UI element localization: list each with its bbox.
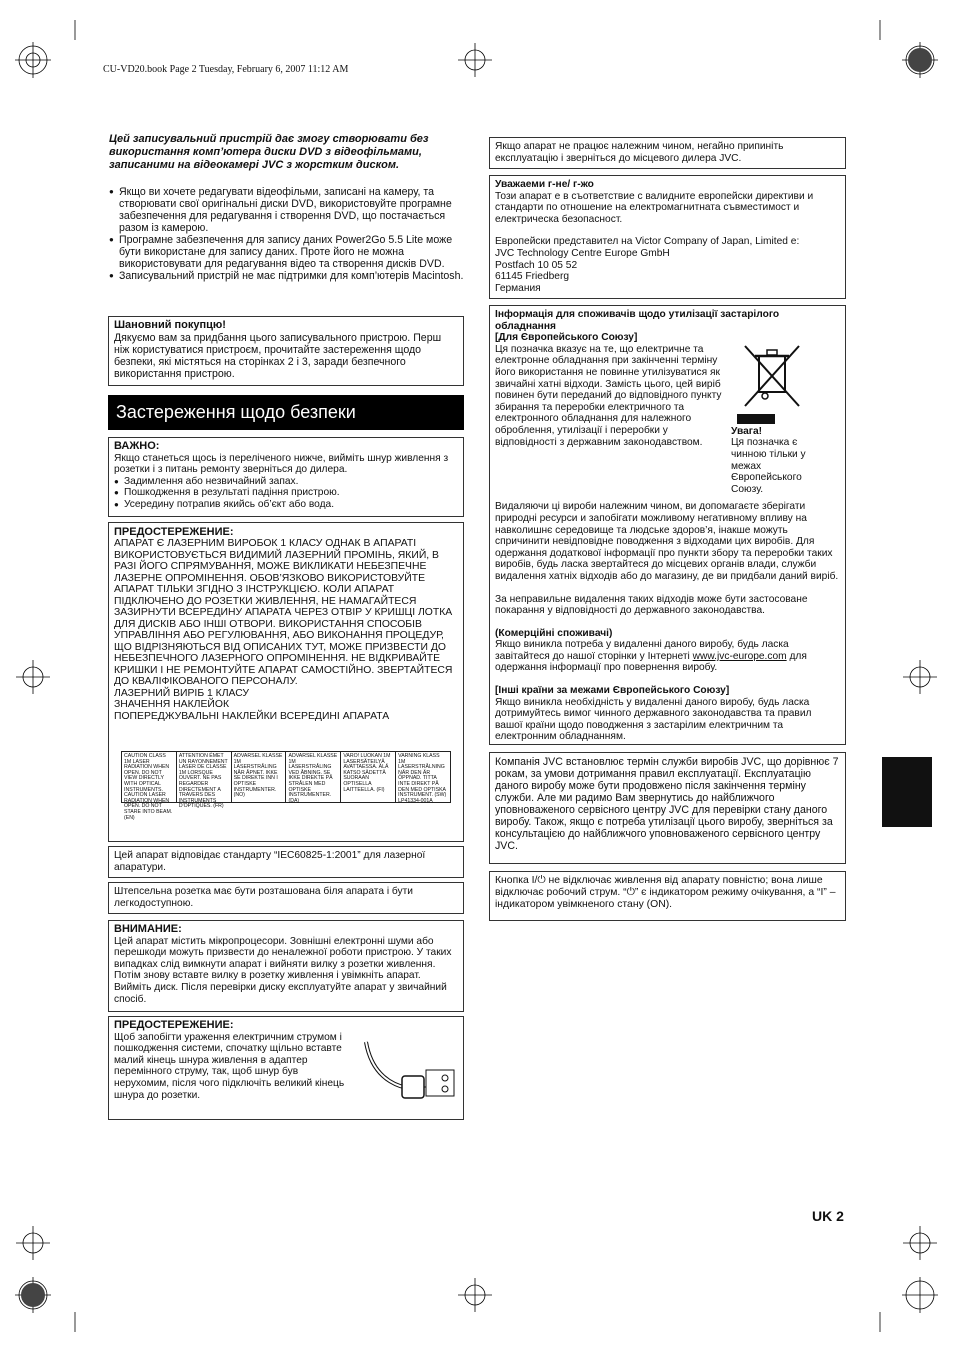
bg-address-line: Postfach 10 05 52 — [495, 259, 578, 271]
list-item: ● Пошкодження в результаті падіння пристрою. — [114, 487, 458, 499]
attention-title: Увага! — [731, 425, 763, 437]
malfunction-text: Якщо апарат не працює належним чином, негайно припиніть експлуатацію і зверніться до місцевого дилера JVC. — [495, 141, 784, 164]
commercial-title: (Комерційні споживачі) — [495, 627, 613, 639]
bg-title: Уважаеми г-не/ г-жо — [495, 179, 594, 190]
customer-title: Шановний покупцю! — [114, 319, 226, 331]
important-text: Якщо станеться щось із переліченого нижче, вийміть шнур живлення з розетки і з питань ремонту зверніться до дилера. — [114, 452, 449, 476]
weee-eu: [Для Європейського Союзу] — [495, 332, 638, 344]
label-cell: ATTENTION ÉMET UN RAYONNEMENT LASER DE CLASSE 1M LORSQUE OUVERT. NE PAS REGARDER DIRECTEMENT A TRAVERS DES INSTRUMENTS D'OPTIQUES. (FR) — [177, 752, 232, 802]
weee-text-3: За неправильне видалення таких відходів може бути застосоване покарання у відповідності до державного законодавства. — [495, 593, 808, 617]
print-header: CU-VD20.book Page 2 Tuesday, February 6, 2007 11:12 AM — [103, 64, 349, 75]
power-cord-illustration — [362, 1036, 458, 1102]
bulgarian-box — [489, 175, 846, 299]
other-title: [Інші країни за межами Європейського Союзу] — [495, 685, 730, 697]
list-item: ● Усередину потрапив якийсь об’єкт або вода. — [114, 499, 458, 511]
bg-address-line: Германия — [495, 282, 541, 294]
label-meaning-line: ЗНАЧЕННЯ НАКЛЕЙОК — [114, 699, 229, 710]
label-cell: CAUTION CLASS 1M LASER RADIATION WHEN OPEN. DO NOT VIEW DIRECTLY WITH OPTICAL INSTRUMENTS. CAUTION LASER RADIATION WHEN OPEN. DO NOT STARE INTO BEAM.(EN) — [122, 752, 177, 802]
commercial-text-2: для одержання інформації про повернення виробу. — [495, 650, 807, 674]
warning-text: Цей апарат містить мікропроцесори. Зовнішні електронні шуми або перешкоди можуть призвести до неналежної роботи пристрою. У таких випадках слід вимкнути апарат і вийняти вилку з розетки живлення. Потім знову вставте вилку в розетку живлення і увімкніть апарат. Вийміть диск. Після перевірки диску експлуатуйте апарат у звичайний спосіб. — [114, 935, 452, 1005]
intro-lede: Цей записувальний пристрій дає змогу створювати без використання комп’ютера диски DVD з відеофільмами, записаними на відеокамері JVC з жорстким диском. — [109, 133, 429, 171]
socket-text: Штепсельна розетка має бути розташована біля апарата і бути легкодоступною. — [114, 886, 413, 909]
commercial-text: Якщо виникла потреба у видаленні даного виробу, будь ласка завітайтеся до нашої сторінки у Інтернеті — [495, 639, 789, 662]
bg-text: Този апарат е в съответствие с валидните европейски директиви и стандарти по отношение на електромагнитната съвместимост и електрическа безопасност. — [495, 190, 814, 225]
iec-text: Цей апарат відповідає стандарту “IEC60825-1:2001” для лазерної апаратури. — [114, 850, 426, 873]
laser-class-line: ЛАЗЕРНИЙ ВИРІБ 1 КЛАСУ — [114, 687, 250, 699]
power-text: Кнопка I/⏻ не відключає живлення від апарату повністю; вона лише відключає робочий струм. “⏻” є індикатором режиму очікування, а “I” – індикатором увімкненого стану (ON). — [495, 875, 836, 910]
jvc-europe-link[interactable]: www.jvc-europe.com — [692, 650, 787, 662]
intro-bullets — [109, 186, 465, 282]
power-box — [489, 871, 846, 921]
bg-address-line: JVC Technology Centre Europe GmbH — [495, 247, 670, 259]
warning-title: ВНИМАНИЕ: — [114, 923, 182, 935]
important-bullets — [114, 476, 458, 511]
weee-text-2: Видаляючи ці вироби належним чином, ви допомагаєте зберігати природні ресурси и запобігати можливому негативному впливу на навколишнє середовище та людське здоров’я, інакше можуть спричинити невідповідне поводження з відходами цих виробів. Для одержання додаткової інформації про пункти збору та переробки таких виробів, будь ласка звертайтеся до місцевих органів влади, служби видалення хатніх відходів або до магазину, де ви придбали даний виріб. — [495, 501, 839, 582]
malfunction-box — [489, 137, 846, 169]
bg-address-line: 61145 Friedberg — [495, 271, 570, 283]
weee-box — [489, 305, 846, 745]
label-cell: VARO! LUOKAN 1M LASERSÄTEILYÄ AVATTAESSA. ÄLÄ KATSO SÄDETTÄ SUORAAN OPTISELLA LAITTEELLA. (FI) — [341, 752, 396, 802]
attention-text: Ця позначка є чинною тільки у межах Європейського Союзу. — [731, 437, 806, 495]
important-box — [108, 437, 464, 517]
important-title: ВАЖНО: — [114, 440, 160, 452]
other-text: Якщо виникла необхідність у видаленні даного виробу, будь ласка дотримуйтесь вимог чинного державного законодавства та правил вашої країни щодо поводження з застарілим електричним та електронним обладнанням. — [495, 696, 812, 743]
caution-power-title: ПРЕДОСТЕРЕЖЕНИЕ: — [114, 1019, 234, 1031]
list-item: ● Записувальний пристрій не має підтримки для комп’ютерів Macintosh. — [109, 270, 465, 282]
chapter-tab — [882, 757, 932, 827]
caution-title: ПРЕДОСТЕРЕЖЕНИЕ: — [114, 526, 234, 538]
socket-box — [108, 882, 464, 914]
bg-rep: Европейски представител на Victor Company of Japan, Limited е: — [495, 236, 800, 248]
warning-labels-line: ПОПЕРЕДЖУВАЛЬНІ НАКЛЕЙКИ ВСЕРЕДИНІ АПАРАТА — [114, 710, 390, 722]
section-title: Застереження щодо безпеки — [108, 395, 464, 430]
weee-text: Ця позначка вказує на те, що електричне та електронне обладнання при закінченні терміну його використання не повинне утилізуватися як звичайні хатні відходи. Замість цього, цей виріб повинен бути переданий до відповідного пункту збирання та переробки електричного та електронного обладнання для належного оброблення, утилізації і переробки у відповідності з державним законодавством. — [495, 343, 722, 448]
customer-text: Дякуємо вам за придбання цього записувального пристрою. Перш ніж користуватися пристроєм, прочитайте застереження щодо безпеки, які містяться на сторінках 2 і 3, заради безпечного використання пристрою. — [114, 331, 442, 380]
service-box — [489, 752, 846, 864]
crossed-bin-icon — [737, 344, 807, 412]
list-item: ● Програмне забезпечення для запису даних Power2Go 5.5 Lite може бути використане для запису даних. Проте його не можна використовувати для редагування відео та створення дисків DVD. — [109, 234, 465, 270]
list-item: ● Задимлення або незвичайний запах. — [114, 476, 458, 488]
commercial-paragraph — [495, 639, 840, 674]
iec-box — [108, 846, 464, 878]
page-number: UK 2 — [812, 1208, 844, 1224]
caution-power-text: Щоб запобігти ураження електричним струмом і пошкодження системи, спочатку щільно вставте малий кінець шнура живлення в адаптер перемінного струму, так, щоб шнур був нерухомим, після чого підключіть великий кінець шнура до розетки. — [114, 1031, 345, 1101]
customer-box — [108, 316, 464, 386]
weee-black-bar — [737, 414, 775, 424]
list-item: ● Якщо ви хочете редагувати відеофільми, записані на камеру, та створювати свої оригінальні диски DVD, використовуйте програмне забезпечення для редагування і створення DVD, що постачається разом із камерою. — [109, 186, 465, 234]
weee-title: Інформація для споживачів щодо утилізації застарілого обладнання — [495, 309, 780, 332]
warning-box — [108, 920, 464, 1012]
label-cell: VARNING KLASS 1M LASERSTRÅLNING NÄR DEN ÄR ÖPPNAD. TITTA INTE DIREKT PÅ DEN MED OPTISKA INSTRUMENT. (SW) LP41334-001A — [398, 753, 447, 804]
label-cell: ADVARSEL KLASSE 1M LASERSTRÅLING NÅR ÅPNET. IKKE SE DIREKTE INN I OPTISKE INSTRUMENTER. (NO) — [232, 752, 287, 802]
label-cell: ADVARSEL KLASSE 1M LASERSTRÅLING VED ÅBNING. SE IKKE DIREKTE PÅ STRÅLEN MED OPTISKE INSTRUMENTER. (DA) — [286, 752, 341, 802]
laser-warning-label — [121, 751, 451, 821]
caution-text: АПАРАТ Є ЛАЗЕРНИМ ВИРОБОК 1 КЛАСУ ОДНАК В АПАРАТІ ВИКОРИСТОВУЄТЬСЯ ВИДИМИЙ ЛАЗЕРНИЙ ПРОМІНЬ, ЯКИЙ, В РАЗІ ЙОГО СПРЯМУВАННЯ, МОЖЕ ВИКЛИКАТИ НЕБЕЗПЕЧНЕ ЛАЗЕРНЕ ОПРОМІНЕННЯ. ОБОВ’ЯЗКОВО ВИКОРИСТОВУЙТЕ АПАРАТ ТІЛЬКИ ЗГІДНО З ІНСТРУКЦІЄЮ. КОЛИ АПАРАТ ПІДКЛЮЧЕНО ДО РОЗЕТКИ ЖИВЛЕННЯ, НЕ НАМАГАЙТЕСЯ ЗАЗИРНУТИ ВСЕРЕДИНУ АПАРАТА ЧЕРЕЗ ОТВІР У КРИШЦІ ЛОТКА ДЛЯ ДИСКІВ АБО ІНШІ ОТВОРИ. ВИКОРИСТАННЯ СПОСОБІВ УПРАВЛІННЯ АБО РЕГУЛЮВАННЯ, АБО ВИКОНАННЯ ПРОЦЕДУР, ЩО ВІДРІЗНЯЮТЬСЯ ВІД ОПИСАНИХ ТУТ, МОЖЕ ПРИЗВЕСТИ ДО НЕБЕЗПЕЧНОГО ЛАЗЕРНОГО ОПРОМІНЕННЯ. НЕ ВІДКРИВАЙТЕ КРИШКИ І НЕ РЕМОНТУЙТЕ АПАРАТ САМОСТІЙНО. ЗВЕРТАЙТЕСЯ ДО КВАЛІФІКОВАНОГО ПЕРСОНАЛУ. — [114, 538, 453, 687]
service-text: Компанія JVC встановлює термін служби виробів JVC, що дорівнює 7 рокам, за умови дотримання правил експлуатації. Експлуатацію даного виробу може бути продовжено після закінчення терміну служби. Але ми радимо Вам звернутись до найближчого уповноваженого сервісного центру JVC для перевірки стану даного виробу. Також, якщо є потреба утилізації цього виробу, зверніться за консультацією до найближчого уповноваженого сервісного центру JVC. — [495, 756, 839, 852]
